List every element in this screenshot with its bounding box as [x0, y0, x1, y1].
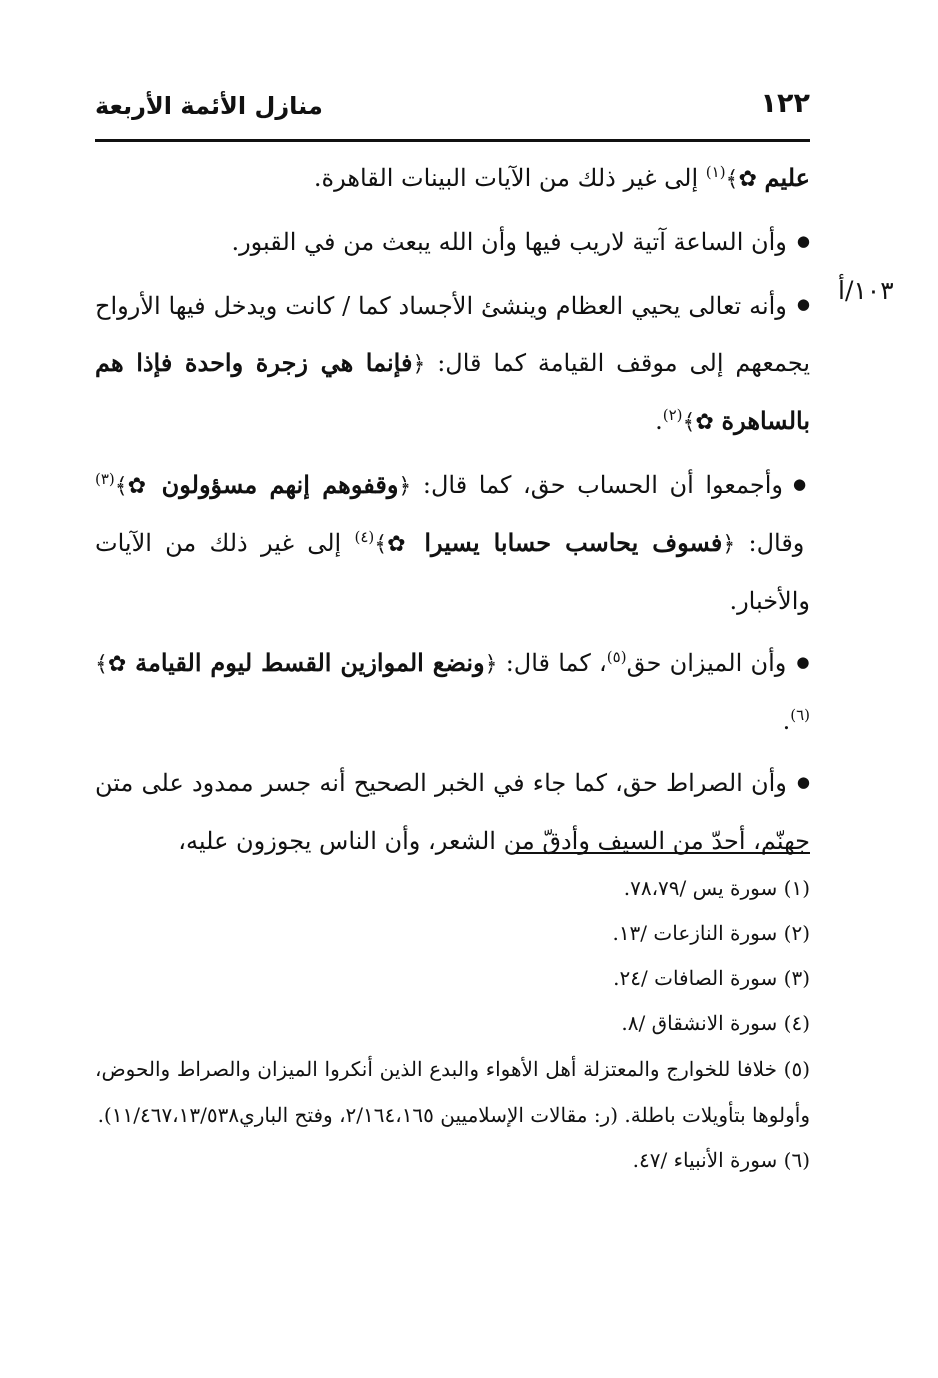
- bullet-icon: ●: [796, 231, 810, 250]
- header-divider: [95, 139, 810, 142]
- bullet-icon: ●: [796, 295, 810, 313]
- footnote-divider: [514, 852, 810, 854]
- paragraph-text: وأن الصراط حق، كما جاء في الخبر الصحيح أنه جسر ممدود على متن جهنّم، أحدّ من السيف وأدقّ من الشعر، وأن الناس يجوزون عليه،: [95, 769, 810, 855]
- footnote-ref: (١): [705, 163, 726, 181]
- main-text: [95, 150, 810, 869]
- verse-mark-icon: ✿: [107, 652, 127, 677]
- paragraph-3: ●وأنه تعالى يحيي العظام وينشئ الأجساد كما / كانت ويدخل فيها الأرواح يجمعهم إلى موقف القيامة كما قال: ﴿فإنما هي زجرة واحدة فإذا هم بالساهرة ✿﴾$^{(٢)}$.: [95, 278, 810, 452]
- paragraph-1: [95, 150, 810, 208]
- paragraph-text: وأن الميزان حق: [626, 649, 787, 677]
- footnote-2: (٢) سورة النازعات /١٣.: [612, 921, 810, 945]
- paragraph-text: وأن الساعة آتية لاريب فيها وأن الله يبعث من في القبور.: [231, 228, 787, 256]
- bracket-close: ﴾: [95, 652, 108, 677]
- footnote-6: (٦) سورة الأنبياء /٤٧.: [632, 1148, 810, 1172]
- footnote-1: (١) سورة يس /٧٨،٧٩.: [623, 876, 810, 900]
- paragraph-text: وأنه تعالى يحيي العظام وينشئ الأجساد كما / كانت ويدخل فيها الأرواح يجمعهم إلى موقف القيامة كما قال:: [95, 291, 810, 377]
- paragraph-5: ●وأن الميزان حق$^{(٥)}$، كما قال: ﴿ونضع الموازين القسط ليوم القيامة ✿﴾$^{(٦)}$.: [95, 635, 810, 749]
- footnote-ref: (٦): [790, 706, 810, 724]
- quran-verse: وقفوهم إنهم مسؤولون: [161, 470, 399, 499]
- paragraph-text: إلى غير ذلك من الآيات والأخبار.: [95, 529, 810, 615]
- paragraph-text: وقال:: [748, 529, 805, 557]
- page-number: ١٢٢: [760, 88, 810, 119]
- paragraph-text: ، كما قال:: [505, 649, 607, 677]
- verse-mark-icon: ✿: [695, 410, 714, 435]
- manuscript-folio-note: ١٠٣/أ: [838, 276, 894, 305]
- paragraph-text: وأجمعوا أن الحساب حق، كما قال:: [422, 471, 783, 499]
- footnote-ref: (٣): [95, 470, 115, 488]
- bracket-close: ﴾: [682, 410, 696, 435]
- bracket-close: ﴾: [114, 474, 128, 499]
- bracket-close: ﴾: [725, 167, 739, 192]
- bracket-open: ﴿: [398, 474, 412, 499]
- bullet-icon: ●: [796, 772, 810, 791]
- running-title: منازل الأئمة الأربعة: [95, 92, 323, 120]
- bracket-open: ﴿: [722, 532, 736, 557]
- page-header: [95, 80, 810, 130]
- bracket-close: ﴾: [374, 532, 388, 557]
- quran-verse: فسوف يحاسب حسابا يسيرا: [424, 528, 723, 557]
- bracket-open: ﴿: [412, 352, 426, 377]
- footnote-3: (٣) سورة الصافات /٢٤.: [613, 966, 810, 990]
- bracket-open: ﴿: [484, 652, 498, 677]
- verse-mark-icon: ✿: [387, 532, 412, 557]
- footnote-ref: (٢): [662, 406, 683, 424]
- paragraph-2: [95, 214, 810, 272]
- quran-verse: ونضع الموازين القسط ليوم القيامة: [135, 648, 485, 677]
- quran-verse-end: عليم: [764, 163, 810, 192]
- footnote-5: (٥) خلافا للخوارج والمعتزلة أهل الأهواء والبدع الذين أنكروا الميزان والصراط والحوض، وأولوها بتأويلات باطلة. (ر: مقالات الإسلاميين ٢/١٦٤،١٦٥، وفتح الباري١١/٤٦٧،١٣/٥٣٨).: [95, 1057, 810, 1127]
- quran-verse: فإنما هي زجرة واحدة فإذا هم بالساهرة: [95, 348, 810, 435]
- bullet-icon: ●: [792, 474, 807, 493]
- paragraph-text: إلى غير ذلك من الآيات البينات القاهرة.: [313, 164, 699, 192]
- bullet-icon: ●: [796, 652, 810, 671]
- verse-mark-icon: ✿: [127, 474, 151, 499]
- footnote-4: (٤) سورة الانشقاق /٨.: [621, 1011, 810, 1035]
- verse-mark-icon: ✿: [738, 167, 757, 192]
- footnote-ref: (٤): [354, 528, 375, 546]
- footnote-ref: (٥): [606, 648, 627, 666]
- footnotes: [95, 866, 810, 1183]
- paragraph-4: [95, 457, 810, 629]
